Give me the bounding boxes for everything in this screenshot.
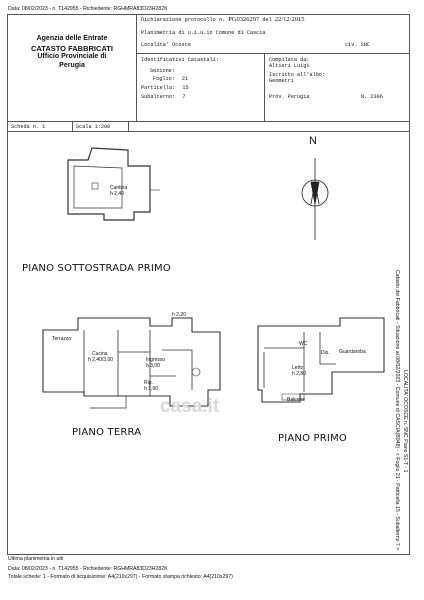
catasto-fabbricati: CATASTO FABBRICATI (31, 44, 113, 53)
scala-field: Scala 1:200 (76, 124, 111, 130)
locality-line: Localita' Ocosce (141, 42, 191, 48)
room-wc: WC (299, 341, 308, 347)
declaration-protocol-line: Dichiarazione protocollo n. PG0326297 del 22/12/2015 (141, 16, 305, 23)
room-guardaroba: Guardaroba (339, 349, 366, 355)
north-arrow-icon (302, 158, 328, 240)
room-letto: Letto h 2,80 (292, 365, 306, 377)
iscritto-label: Iscritto all'albo: (269, 72, 326, 78)
registration-number: N. 2396 (361, 94, 383, 100)
agency-name: Agenzia delle Entrate (36, 35, 108, 42)
plan-label-ground: PIANO TERRA (72, 427, 142, 438)
planimetry-line: Planimetria di u.i.u.in Comune di Cascia (141, 30, 266, 36)
room-disimpegno: Dis. (321, 350, 330, 356)
room-ingresso: Ingresso h 3,00 (146, 357, 166, 369)
albo-value: Geometri (269, 78, 294, 84)
height-220: h 2,20 (172, 312, 186, 318)
ground-floor-plan (43, 318, 220, 408)
civic-number: civ. SNC (345, 42, 370, 48)
room-ripostiglio: Rip. h 1,90 (144, 380, 158, 392)
subalterno-field: Subalterno: 7 (141, 94, 186, 100)
cadastral-title: Identificativi Catastali: (141, 57, 219, 63)
header-request-line: Data: 08/02/2023 - n. T142955 - Richiedente: RGHMRA83D23H282K (8, 6, 168, 12)
side-location-text: LOCALITA' OCOSCE n. SNC Piano S1-T - 1 (402, 370, 408, 473)
room-cucina: Cucina h 2,40/3,00 (88, 351, 114, 363)
scheda-field: Scheda n. 1 (11, 124, 46, 130)
compiler-name: Altieri Luigi (269, 63, 310, 69)
sezione-field: Sezione: (150, 68, 175, 74)
plan-label-basement: PIANO SOTTOSTRADA PRIMO (22, 263, 171, 274)
plan-label-first: PIANO PRIMO (278, 433, 347, 444)
room-terrazzo: Terrazzo (52, 336, 72, 342)
footer-request-line: Data: 08/02/2023 - n. T142955 - Richiedente: RGHMRA83D23H282K (8, 566, 168, 572)
ultima-planimetria: Ultima planimetria in atti (8, 556, 64, 562)
ufficio-provinciale: Ufficio Provinciale di (37, 53, 107, 60)
footer-format-line: Totale schede: 1 - Formato di acquisizione: A4(210x297) - Formato stampa richiesto: A4(210x297) (8, 574, 233, 580)
side-catasto-text: Catasto dei Fabbricati - Situazione al 08/02/2023 - Comune di CASCIA(B948) - < Foglio 21 - Particella 15 - Subalterno 7 > (394, 270, 400, 551)
compilata-label: Compilata da: (269, 57, 310, 63)
provincia: Perugia (59, 62, 85, 69)
foglio-field: Foglio: 21 (153, 76, 189, 82)
watermark-logo: casa.it (160, 396, 220, 417)
room-cantina: Cantina h 2,40 (110, 185, 128, 197)
first-floor-plan (258, 318, 384, 402)
north-letter: N (309, 135, 317, 147)
province-field: Prov. Perugia (269, 94, 310, 100)
particella-field: Particella: 15 (141, 85, 189, 91)
basement-plan (68, 148, 160, 220)
room-balcone: Balcone (287, 397, 306, 403)
